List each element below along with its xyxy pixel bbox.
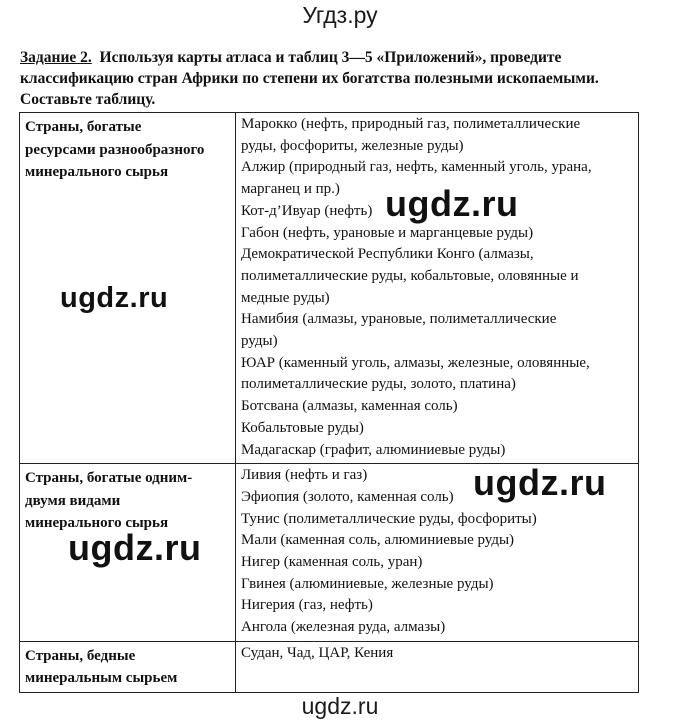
country-line: Ботсвана (алмазы, каменная соль) — [241, 398, 458, 415]
country-line: Тунис (полиметаллические руды, фосфориты) — [241, 510, 537, 527]
watermark: ugdz.ru — [385, 183, 519, 224]
table-row — [20, 641, 639, 692]
country-line: Алжир (природный газ, нефть, каменный уголь, урана, — [241, 159, 592, 176]
task-line: классификацию стран Африки по степени их богатства полезными ископаемыми. — [20, 70, 599, 87]
country-line: Кот-д’Ивуар (нефть) — [241, 202, 373, 219]
country-line: руды) — [241, 333, 278, 350]
category-line: Страны, бедные — [25, 647, 136, 664]
country-line: Марокко (нефть, природный газ, полиметаллические — [241, 116, 581, 132]
country-line: Эфиопия (золото, каменная соль) — [241, 488, 454, 505]
category-line: минеральным сырьем — [25, 670, 178, 687]
task-statement — [20, 47, 660, 110]
category-line: минерального сырья — [25, 515, 169, 532]
task-line: Используя карты атласа и таблиц 3—5 «Приложений», проведите — [99, 49, 562, 66]
countries-cell — [236, 113, 639, 464]
site-title: Угдз.ру — [302, 2, 378, 28]
country-line: руды, фосфориты, железные руды) — [241, 137, 464, 154]
country-line: Мадагаскар (графит, алюминиевые руды) — [241, 441, 506, 458]
task-label: Задание 2. — [20, 49, 92, 66]
country-line: Ливия (нефть и газ) — [241, 467, 368, 484]
country-line: полиметаллические руды, кобальтовые, оловянные и — [241, 267, 579, 284]
country-line: ЮАР (каменный уголь, алмазы, железные, оловянные, — [241, 354, 590, 371]
site-footer: ugdz.ru — [301, 693, 379, 719]
country-line: Нигер (каменная соль, уран) — [241, 554, 423, 571]
watermark: ugdz.ru — [60, 282, 169, 314]
category-line: Страны, богатые — [25, 119, 142, 135]
classification-table — [19, 112, 639, 693]
category-line: двумя видами — [25, 492, 121, 509]
country-line: Нигерия (газ, нефть) — [241, 597, 373, 614]
category-cell — [20, 641, 236, 692]
country-line: Габон (нефть, урановые и марганцевые руды) — [241, 224, 534, 241]
country-line: Судан, Чад, ЦАР, Кения — [241, 644, 394, 661]
country-line: полиметаллические руды, золото, платина) — [241, 376, 516, 393]
country-line: Кобальтовые руды) — [241, 419, 364, 436]
country-line: Демократической Республики Конго (алмазы, — [241, 246, 534, 263]
country-line: медные руды) — [241, 289, 330, 306]
country-line: Намибия (алмазы, урановые, полиметаллические — [241, 311, 557, 328]
category-line: минерального сырья — [25, 164, 169, 180]
watermark: ugdz.ru — [473, 462, 607, 503]
countries-cell — [236, 641, 639, 692]
country-line: Гвинея (алюминиевые, железные руды) — [241, 575, 494, 592]
country-line: Мали (каменная соль, алюминиевые руды) — [241, 532, 515, 549]
watermark: ugdz.ru — [68, 527, 202, 568]
country-line: Ангола (железная руда, алмазы) — [241, 619, 446, 636]
task-line: Составьте таблицу. — [20, 91, 156, 108]
category-line: Страны, богатые одним- — [25, 470, 193, 487]
country-line: марганец и пр.) — [241, 181, 340, 198]
category-line: ресурсами разнообразного — [25, 141, 205, 158]
